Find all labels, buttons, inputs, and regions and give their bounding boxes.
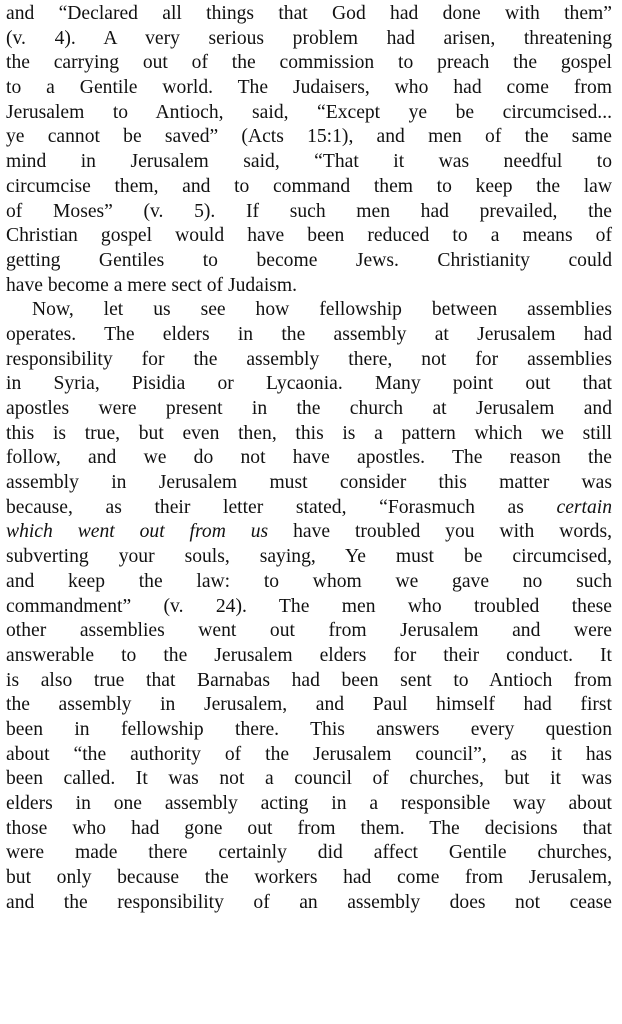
text-line: commandment” (v. 24). The men who troubled these [6,595,612,617]
text-line: Now, let us see how fellowship between assemblies [32,299,612,321]
text-line: to a Gentile world. The Judaisers, who had come from [6,77,612,99]
italic-run: which went out from us [6,521,269,543]
text-line: Christian gospel would have been reduced to a means of [6,225,612,247]
text-line: and “Declared all things that God had done with them” [6,3,612,24]
document-page [6,2,612,915]
text-run: have troubled you with words, [293,521,612,543]
text-line: elders in one assembly acting in a responsible way about [6,793,612,814]
text-line: have become a mere sect of Judaism. [6,274,298,296]
text-line: were made there certainly did affect Gentile churches, [6,842,612,864]
text-line: and keep the law: to whom we gave no such [6,570,612,592]
text-run: because, as their letter stated, “Forasmuch as [6,496,524,518]
text-line [6,520,612,545]
paragraph-1 [6,2,612,298]
text-line: the carrying out of the commission to preach the gospel [6,52,612,74]
text-line: been in fellowship there. This answers every question [6,718,612,740]
text-line: of Moses” (v. 5). If such men had prevailed, the [6,200,612,222]
text-line: answerable to the Jerusalem elders for their conduct. It [6,644,612,666]
paragraph-2 [6,298,612,915]
text-line: Jerusalem to Antioch, said, “Except ye be circumcised... [6,101,612,123]
text-line: about “the authority of the Jerusalem council”, as it has [6,743,612,765]
text-line: this is true, but even then, this is a pattern which we still [6,422,612,444]
text-line: other assemblies went out from Jerusalem and were [6,620,612,642]
text-line: is also true that Barnabas had been sent to Antioch from [6,669,612,691]
text-line: subverting your souls, saying, Ye must be circumcised, [6,546,612,568]
text-line: but only because the workers had come from Jerusalem, [6,867,612,889]
text-line: and the responsibility of an assembly does not cease [6,891,612,913]
text-line: those who had gone out from them. The decisions that [6,817,612,839]
text-line: getting Gentiles to become Jews. Christianity could [6,249,612,271]
italic-run: certain [556,496,612,518]
text-line: ye cannot be saved” (Acts 15:1), and men of the same [6,126,612,148]
text-line: operates. The elders in the assembly at Jerusalem had [6,323,612,345]
text-line: apostles were present in the church at Jerusalem and [6,398,612,419]
text-line: assembly in Jerusalem must consider this matter was [6,472,612,494]
text-line: responsibility for the assembly there, not for assemblies [6,348,612,370]
text-line [6,496,612,521]
text-line: follow, and we do not have apostles. The reason the [6,447,612,469]
text-line: circumcise them, and to command them to keep the law [6,175,612,197]
text-line: mind in Jerusalem said, “That it was needful to [6,151,612,173]
text-line: the assembly in Jerusalem, and Paul himself had first [6,694,612,716]
text-line: (v. 4). A very serious problem had arisen, threatening [6,27,612,49]
text-line: been called. It was not a council of churches, but it was [6,768,612,790]
text-line: in Syria, Pisidia or Lycaonia. Many point out that [6,373,612,395]
